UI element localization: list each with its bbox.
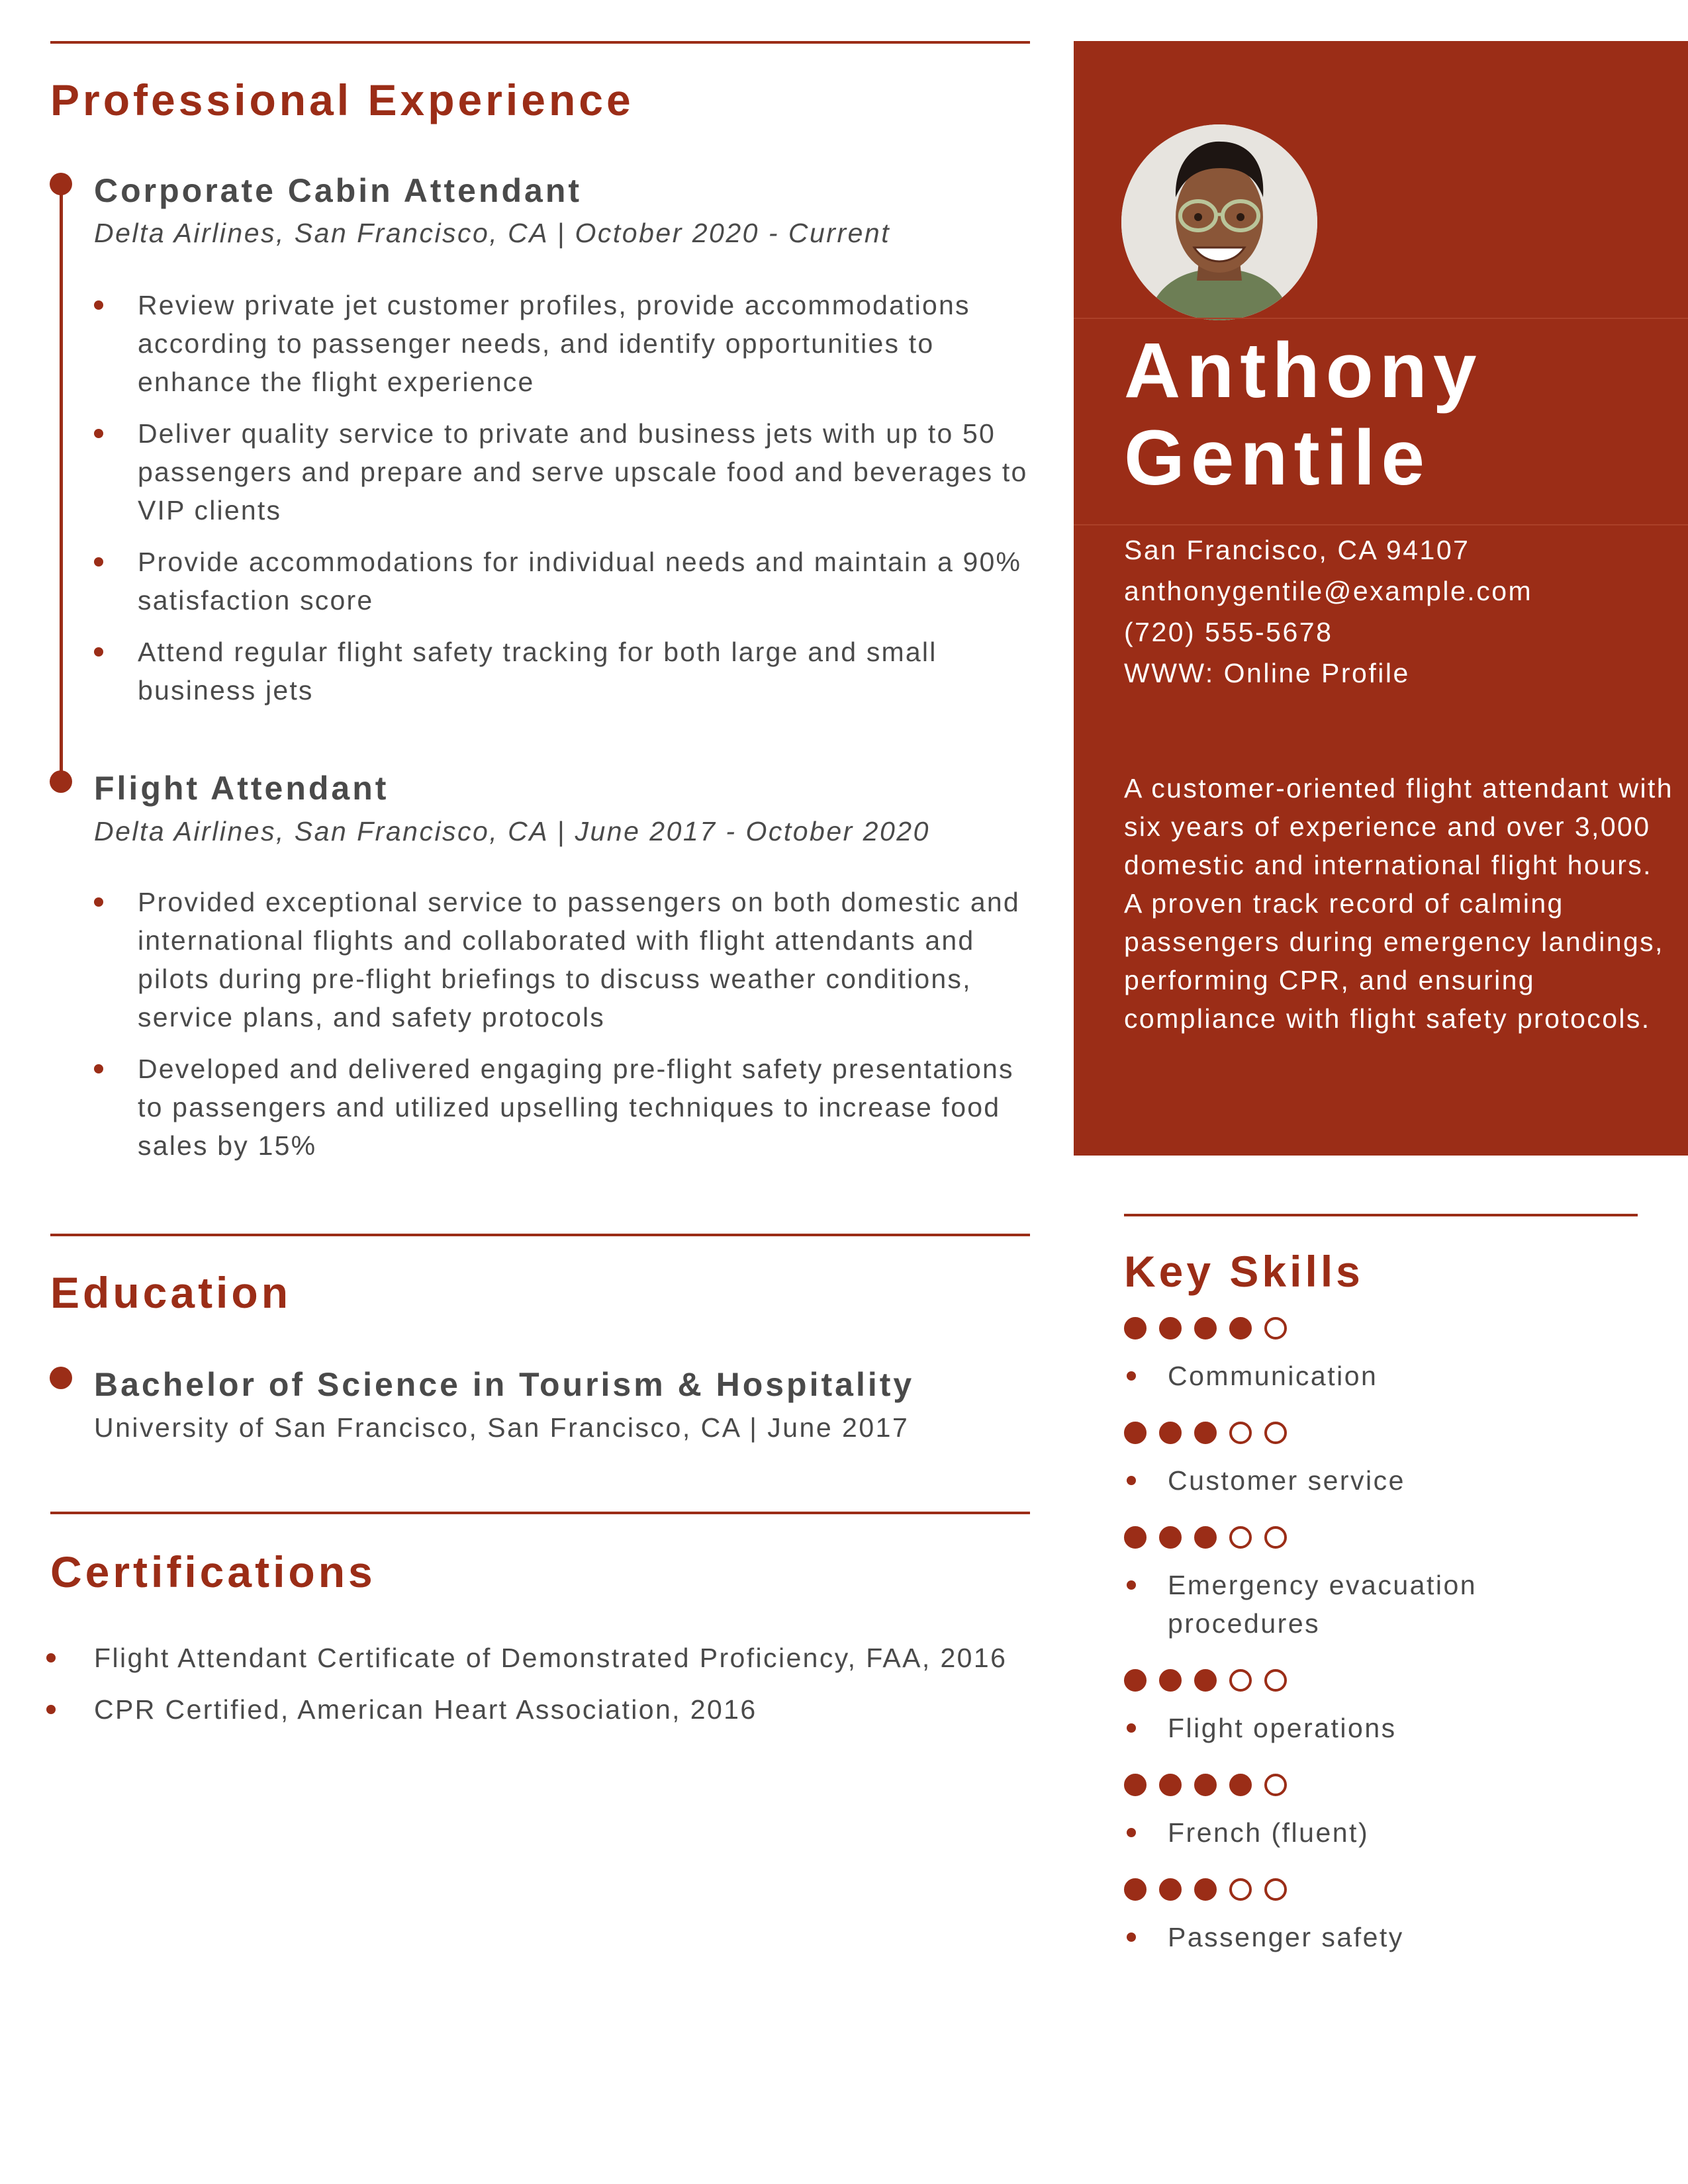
experience-heading: Professional Experience <box>50 75 634 124</box>
skill-name: Emergency evacuation procedures <box>1124 1566 1538 1643</box>
job-bullet: Deliver quality service to private and business jets with up to 50 passengers and prepare and serve upscale food and beverages to VIP clients <box>94 414 1034 529</box>
rating-dot-filled <box>1194 1317 1217 1340</box>
name-divider-bottom <box>1074 524 1688 525</box>
rating-dot-filled <box>1124 1774 1147 1796</box>
timeline-dot <box>50 1367 72 1389</box>
rating-dot-filled <box>1159 1526 1182 1549</box>
contact-phone[interactable]: (720) 555-5678 <box>1124 617 1333 647</box>
skills-top-rule <box>1124 1214 1638 1216</box>
name-divider-top <box>1074 318 1688 319</box>
skill-rating <box>1124 1669 1667 1692</box>
portrait-image <box>1121 124 1317 320</box>
job-location-dates: , San Francisco, CA | October 2020 - Current <box>276 218 891 248</box>
rating-dot-empty <box>1264 1317 1287 1340</box>
job-bullet: Developed and delivered engaging pre-flight safety presentations to passengers and utilized upselling techniques to increase food sales by 15% <box>94 1050 1034 1165</box>
education-top-rule <box>50 1234 1030 1236</box>
rating-dot-filled <box>1124 1669 1147 1692</box>
rating-dot-filled <box>1229 1317 1252 1340</box>
rating-dot-empty <box>1229 1669 1252 1692</box>
rating-dot-empty <box>1264 1422 1287 1444</box>
job-company: Delta Airlines <box>94 218 277 248</box>
profile-summary: A customer-oriented flight attendant with six years of experience and over 3,000 domestic and international flight hours. A proven track record of calming passengers during emergency landings, performing CPR, and ensuring compliance with flight safety protocols. <box>1124 773 1673 1034</box>
skill-rating <box>1124 1774 1667 1796</box>
contact-address: San Francisco, CA 94107 <box>1124 535 1470 565</box>
certifications-top-rule <box>50 1512 1030 1514</box>
certifications-list <box>46 1639 1039 1742</box>
experience-timeline <box>60 184 63 781</box>
certification-item: Flight Attendant Certificate of Demonstrated Proficiency, FAA, 2016 <box>46 1639 1039 1677</box>
rating-dot-filled <box>1194 1774 1217 1796</box>
last-name: Gentile <box>1124 414 1430 502</box>
job-bullets <box>94 286 1034 723</box>
rating-dot-filled <box>1124 1878 1147 1901</box>
rating-dot-filled <box>1159 1422 1182 1444</box>
job-company: Delta Airlines <box>94 816 277 846</box>
rating-dot-filled <box>1194 1422 1217 1444</box>
job-meta <box>94 220 890 247</box>
job-title: Corporate Cabin Attendant <box>94 172 583 209</box>
job-bullet: Provide accommodations for individual needs and maintain a 90% satisfaction score <box>94 543 1034 619</box>
school-meta: University of San Francisco, San Francisco, CA | June 2017 <box>94 1412 910 1443</box>
skill-name: French (fluent) <box>1124 1813 1667 1852</box>
contact-email[interactable]: anthonygentile@example.com <box>1124 576 1533 606</box>
candidate-name <box>1124 327 1482 502</box>
rating-dot-filled <box>1229 1774 1252 1796</box>
first-name: Anthony <box>1124 327 1483 414</box>
skill-name: Communication <box>1124 1357 1667 1395</box>
rating-dot-empty <box>1229 1422 1252 1444</box>
certifications-heading: Certifications <box>50 1547 376 1596</box>
rating-dot-filled <box>1159 1774 1182 1796</box>
degree-title: Bachelor of Science in Tourism & Hospitality <box>94 1366 915 1403</box>
rating-dot-filled <box>1194 1878 1217 1901</box>
skill-item <box>1124 1526 1667 1643</box>
profile-panel <box>1074 41 1688 1156</box>
job-meta <box>94 818 930 845</box>
skill-rating <box>1124 1422 1667 1444</box>
skill-item <box>1124 1317 1667 1395</box>
job-title: Flight Attendant <box>94 770 389 807</box>
timeline-dot <box>50 770 72 793</box>
contact-info <box>1124 529 1532 694</box>
skill-rating <box>1124 1526 1667 1549</box>
skill-rating <box>1124 1878 1667 1901</box>
skills-list <box>1124 1317 1667 1956</box>
rating-dot-empty <box>1264 1669 1287 1692</box>
education-heading: Education <box>50 1268 292 1317</box>
rating-dot-empty <box>1229 1526 1252 1549</box>
skill-item <box>1124 1669 1667 1747</box>
rating-dot-filled <box>1124 1422 1147 1444</box>
rating-dot-filled <box>1159 1317 1182 1340</box>
rating-dot-filled <box>1159 1669 1182 1692</box>
job-bullets <box>94 883 1034 1178</box>
timeline-dot <box>50 173 72 195</box>
rating-dot-empty <box>1264 1878 1287 1901</box>
skill-name: Flight operations <box>1124 1709 1667 1747</box>
skill-rating <box>1124 1317 1667 1340</box>
contact-website[interactable]: WWW: Online Profile <box>1124 658 1410 688</box>
rating-dot-filled <box>1194 1669 1217 1692</box>
skill-item <box>1124 1878 1667 1956</box>
job-bullet: Attend regular flight safety tracking for both large and small business jets <box>94 633 1034 709</box>
job-location-dates: , San Francisco, CA | June 2017 - October 2020 <box>276 816 930 846</box>
rating-dot-filled <box>1124 1317 1147 1340</box>
rating-dot-empty <box>1229 1878 1252 1901</box>
rating-dot-filled <box>1159 1878 1182 1901</box>
skill-name: Passenger safety <box>1124 1918 1667 1956</box>
experience-top-rule <box>50 41 1030 44</box>
skill-item <box>1124 1774 1667 1852</box>
avatar <box>1121 124 1317 320</box>
rating-dot-filled <box>1124 1526 1147 1549</box>
job-bullet: Review private jet customer profiles, provide accommodations according to passenger needs, and identify opportunities to enhance the flight experience <box>94 286 1034 401</box>
job-bullet: Provided exceptional service to passengers on both domestic and international flights and collaborated with flight attendants and pilots during pre-flight briefings to discuss weather conditions, service plans, and safety protocols <box>94 883 1034 1036</box>
skill-item <box>1124 1422 1667 1500</box>
rating-dot-empty <box>1264 1526 1287 1549</box>
skill-name: Customer service <box>1124 1461 1667 1500</box>
rating-dot-empty <box>1264 1774 1287 1796</box>
certification-item: CPR Certified, American Heart Association, 2016 <box>46 1690 1039 1729</box>
skills-heading: Key Skills <box>1124 1247 1364 1296</box>
rating-dot-filled <box>1194 1526 1217 1549</box>
